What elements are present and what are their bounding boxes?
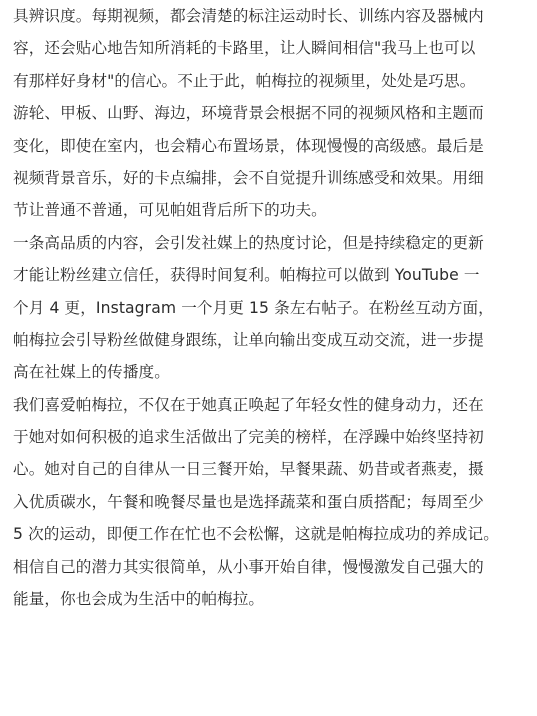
text-line: 入优质碳水，午餐和晚餐尽量也是选择蔬菜和蛋白质搭配；每周至少 xyxy=(13,492,484,511)
text-line: 5 次的运动，即便工作在忙也不会松懈，这就是帕梅拉成功的养成记。 xyxy=(13,525,499,544)
text-line: 心。她对自己的自律从一日三餐开始，早餐果蔬、奶昔或者燕麦，摄 xyxy=(13,460,484,479)
text-line: 视频背景音乐，好的卡点编排，会不自觉提升训练感受和效果。用细 xyxy=(13,168,484,187)
text-line: 变化，即使在室内，也会精心布置场景，体现慢慢的高级感。最后是 xyxy=(13,136,484,155)
text-line: 我们喜爱帕梅拉，不仅在于她真正唤起了年轻女性的健身动力，还在 xyxy=(13,395,484,414)
text-line: 高在社媒上的传播度。 xyxy=(13,363,170,382)
paragraph-conclusion xyxy=(13,389,527,616)
text-line: 有那样好身材"的信心。不止于此，帕梅拉的视频里，处处是巧思。 xyxy=(13,71,476,90)
text-line: 个月 4 更，Instagram 一个月更 15 条左右帖子。在粉丝互动方面， xyxy=(13,298,494,317)
text-line: 才能让粉丝建立信任，获得时间复利。帕梅拉可以做到 YouTube 一 xyxy=(13,266,480,285)
text-line: 节让普通不普通，可见帕姐背后所下的功夫。 xyxy=(13,201,327,220)
paragraph-video-craft xyxy=(13,0,527,227)
text-line: 具辨识度。每期视频，都会清楚的标注运动时长、训练内容及器械内 xyxy=(13,7,484,25)
paragraph-update-cadence xyxy=(13,227,527,389)
text-line: 于她对如何积极的追求生活做出了完美的榜样，在浮躁中始终坚持初 xyxy=(13,428,484,447)
text-line: 容，还会贴心地告知所消耗的卡路里，让人瞬间相信"我马上也可以 xyxy=(13,39,476,58)
text-line: 游轮、甲板、山野、海边，环境背景会根据不同的视频风格和主题而 xyxy=(13,104,484,123)
text-line: 相信自己的潜力其实很简单，从小事开始自律，慢慢激发自己强大的 xyxy=(13,557,484,576)
text-line: 能量，你也会成为生活中的帕梅拉。 xyxy=(13,590,265,609)
text-line: 帕梅拉会引导粉丝做健身跟练，让单向输出变成互动交流，进一步提 xyxy=(13,330,484,349)
text-line: 一条高品质的内容，会引发社媒上的热度讨论，但是持续稳定的更新 xyxy=(13,233,484,252)
